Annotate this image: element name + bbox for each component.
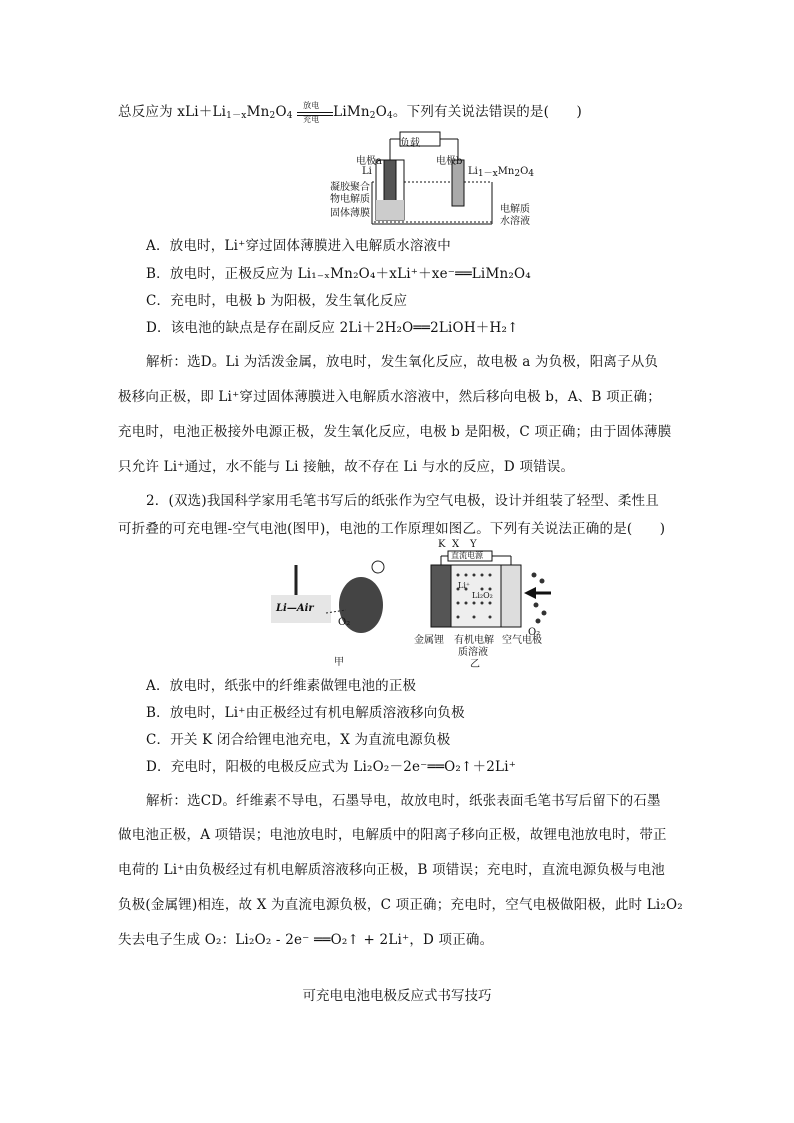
organic-label-1: 有机电解 — [454, 635, 494, 646]
power-label: 直流电源 — [451, 551, 483, 560]
q2-option-d: D．充电时，阳极的电极反应式为 Li₂O₂－2e⁻══O₂↑＋2Li⁺ — [146, 759, 517, 775]
li-label: Li — [362, 166, 372, 177]
q1-solution-line-3: 充电时，电池正极接外电源正极，发生氧化反应，电极 b 是阳极，C 项正确；由于固体薄膜 — [118, 424, 672, 440]
x-label: X — [452, 539, 460, 550]
q1-stem: 总反应为 $xLi+Li_{1-x}Mn_2O_4$ 放电 充电 $LiMn_2O_4$。下列有关说法错误的是( ) — [118, 100, 582, 124]
k-label: K — [438, 539, 446, 550]
q2-solution-line-5: 失去电子生成 O₂：Li₂O₂ - 2e⁻ ══O₂↑ + 2Li⁺，D 项正确。 — [118, 932, 494, 948]
q1-option-a: A．放电时，Li⁺穿过固体薄膜进入电解质水溶液中 — [146, 238, 451, 254]
q2-solution-line-3: 电荷的 Li⁺由负极经过有机电解质溶液移向正极，B 项错误；充电时，直流电源负极与电池 — [118, 862, 666, 878]
figure-yi-label: 乙 — [470, 659, 480, 670]
q2-option-b: B．放电时，Li⁺由正极经过有机电解质溶液移向负极 — [146, 705, 465, 721]
q2-solution-line-1: 解析：选CD。纤维素不导电，石墨导电，故放电时，纸张表面毛笔书写后留下的石墨 — [146, 793, 661, 809]
gel-label-2: 物电解质 — [330, 194, 370, 205]
electrode-b-label: 电极b — [436, 156, 463, 167]
metal-li-label: 金属锂 — [414, 635, 444, 646]
o2-label-yi: O₂ — [528, 627, 541, 638]
y-label: Y — [470, 539, 477, 550]
q1-solution-line-2: 极移向正极，即 Li⁺穿过固体薄膜进入电解质水溶液中，然后移向电极 b，A、B 项正确； — [118, 389, 661, 405]
section-title: 可充电电池电极反应式书写技巧 — [302, 988, 492, 1004]
q2-stem-line-2: 可折叠的可充电锂-空气电池(图甲)，电池的工作原理如图乙。下列有关说法正确的是( ) — [118, 521, 666, 537]
electrolyte-label-2: 水溶液 — [500, 216, 530, 227]
li-air-writing: Li—Air — [276, 603, 314, 614]
q1-solution-line-1: 解析：选D。Li 为活泼金属，放电时，发生氧化反应，故电极 a 为负极，阳离子从负 — [146, 354, 659, 370]
q1-option-b: B．放电时，正极反应为 Li₁₋ₓMn₂O₄＋xLi⁺＋xe⁻══LiMn₂O₄ — [146, 266, 531, 282]
li2o2-label: Li₂O₂ — [472, 591, 493, 600]
film-label: 固体薄膜 — [330, 208, 370, 219]
air-electrode-label: 空气电极 — [502, 635, 542, 646]
li-air-figure — [266, 539, 556, 670]
reaction-arrow: 放电 充电 — [297, 106, 333, 120]
q1-solution-line-4: 只允许 Li⁺通过，水不能与 Li 接触，故不存在 Li 与水的反应，D 项错误。 — [118, 459, 575, 475]
electrode-a-label: 电极a — [356, 156, 382, 167]
figure-jia-label: 甲 — [334, 657, 344, 668]
q2-stem-line-1: 2．(双选)我国科学家用毛笔书写后的纸张作为空气电极，设计并组装了轻型、柔性且 — [146, 493, 659, 509]
li-plus-label: Li⁺ — [458, 581, 471, 590]
organic-label-2: 质溶液 — [458, 647, 488, 658]
load-label: 负载 — [400, 138, 420, 149]
battery-figure-1 — [330, 130, 535, 230]
gel-label-1: 凝胶聚合 — [330, 182, 370, 193]
q2-option-c: C．开关 K 闭合给锂电池充电，X 为直流电源负极 — [146, 732, 451, 748]
limn-label: $Li_{1-x}Mn_2O_4$ — [468, 166, 535, 179]
o2-label-jia: O₂ — [338, 617, 351, 628]
q2-solution-line-2: 做电池正极，A 项错误；电池放电时，电解质中的阳离子移向正极，故锂电池放电时，带正 — [118, 827, 667, 843]
q2-option-a: A．放电时，纸张中的纤维素做锂电池的正极 — [146, 678, 417, 694]
q2-solution-line-4: 负极(金属锂)相连，故 X 为直流电源负极，C 项正确；充电时，空气电极做阳极，此时 Li₂O₂ — [118, 897, 683, 913]
electrolyte-label-1: 电解质 — [500, 204, 530, 215]
q1-option-c: C．充电时，电极 b 为阳极，发生氧化反应 — [146, 293, 408, 309]
q1-option-d: D．该电池的缺点是存在副反应 2Li＋2H₂O══2LiOH＋H₂↑ — [146, 320, 519, 336]
